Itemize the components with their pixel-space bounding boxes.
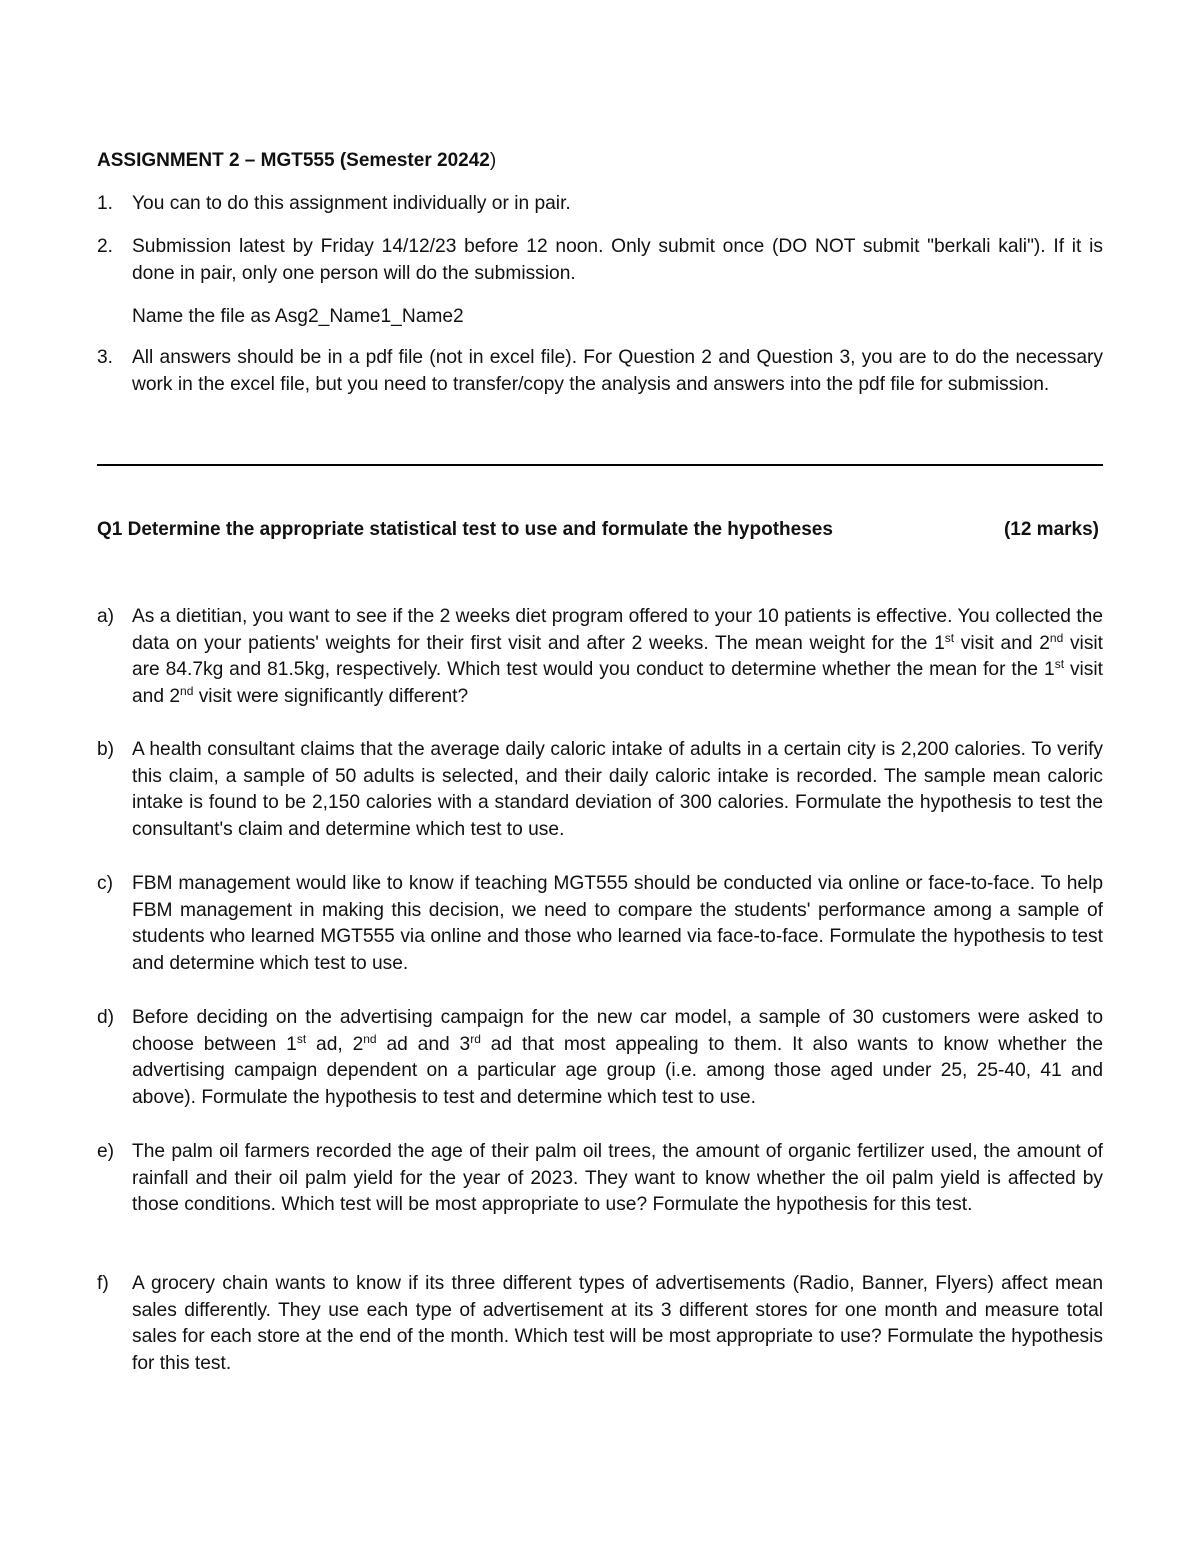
question-title: Q1 Determine the appropriate statistical test to use and formulate the hypotheses (97, 519, 833, 540)
part-text: The palm oil farmers recorded the age of their palm oil trees, the amount of organic fertilizer used, the amount of rainfall and their oil palm yield for the year of 2023. They want to know whether the oil palm yield is affected by those conditions. Which test will be most appropriate to use? Formulate the hypothesis for this test. (132, 1141, 1103, 1216)
question-part-c (97, 871, 1103, 977)
assignment-title-text: ASSIGNMENT 2 – MGT555 (Semester 20242 (97, 150, 490, 171)
assignment-title-paren: ) (489, 150, 497, 171)
instruction-item (97, 234, 1103, 287)
part-text: FBM management would like to know if teaching MGT555 should be conducted via online or face-to-face. To help FBM management in making this decision, we need to compare the students' performance among a sample of students who learned MGT555 via online and those who learned via face-to-face. Formulate the hypothesis to test and determine which test to use. (132, 873, 1103, 974)
instruction-item (97, 345, 1103, 398)
instruction-text: You can to do this assignment individually or in pair. (132, 193, 571, 214)
part-label: c) (97, 873, 113, 894)
instruction-number: 3. (97, 347, 114, 368)
part-label: d) (97, 1007, 115, 1028)
instruction-item (97, 191, 1103, 218)
assignment-title (97, 148, 496, 174)
instruction-text: All answers should be in a pdf file (not in excel file). For Question 2 and Question 3, you are to do the necessary work in the excel file, but you need to transfer/copy the analysis and answers into the pdf file for submission. (132, 347, 1103, 395)
part-label: a) (97, 606, 115, 627)
section-divider (97, 464, 1103, 466)
question-heading (97, 517, 1103, 543)
question-marks: (12 marks) (1003, 519, 1099, 540)
part-text: As a dietitian, you want to see if the 2 weeks diet program offered to your 10 patients is effective. You collected the data on your patients' weights for their first visit and after 2 weeks. The mean weight for the 1st visit and 2nd visit are 84.7kg and 81.5kg, respectively. Which test would you conduct to determine whether the mean for the 1st visit and 2nd visit were significantly different? (132, 606, 1103, 707)
part-label: e) (97, 1141, 115, 1162)
part-label: b) (97, 739, 115, 760)
part-text: Before deciding on the advertising campaign for the new car model, a sample of 30 customers were asked to choose between 1st ad, 2nd ad and 3rd ad that most appealing to them. It also wants to know whether the advertising campaign dependent on a particular age group (i.e. among those aged under 25, 25-40, 41 and above). Formulate the hypothesis to test and determine which test to use. (132, 1007, 1103, 1108)
instruction-text: Submission latest by Friday 14/12/23 before 12 noon. Only submit once (DO NOT submit "berkali kali"). If it is done in pair, only one person will do the submission. (132, 236, 1103, 284)
question-part-d (97, 1005, 1103, 1111)
instruction-number: 2. (97, 236, 114, 257)
file-naming-note: Name the file as Asg2_Name1_Name2 (132, 306, 464, 327)
instruction-number: 1. (97, 193, 114, 214)
question-part-f (97, 1271, 1103, 1377)
question-part-a (97, 604, 1103, 710)
question-part-b (97, 737, 1103, 843)
question-part-e (97, 1139, 1103, 1219)
part-label: f) (97, 1273, 109, 1294)
part-text: A grocery chain wants to know if its three different types of advertisements (Radio, Banner, Flyers) affect mean sales differently. They use each type of advertisement at its 3 different stores for one month and measure total sales for each store at the end of the month. Which test will be most appropriate to use? Formulate the hypothesis for this test. (132, 1273, 1103, 1374)
part-text: A health consultant claims that the average daily caloric intake of adults in a certain city is 2,200 calories. To verify this claim, a sample of 50 adults is selected, and their daily caloric intake is recorded. The sample mean caloric intake is found to be 2,150 calories with a standard deviation of 300 calories. Formulate the hypothesis to test the consultant's claim and determine which test to use. (132, 739, 1103, 840)
